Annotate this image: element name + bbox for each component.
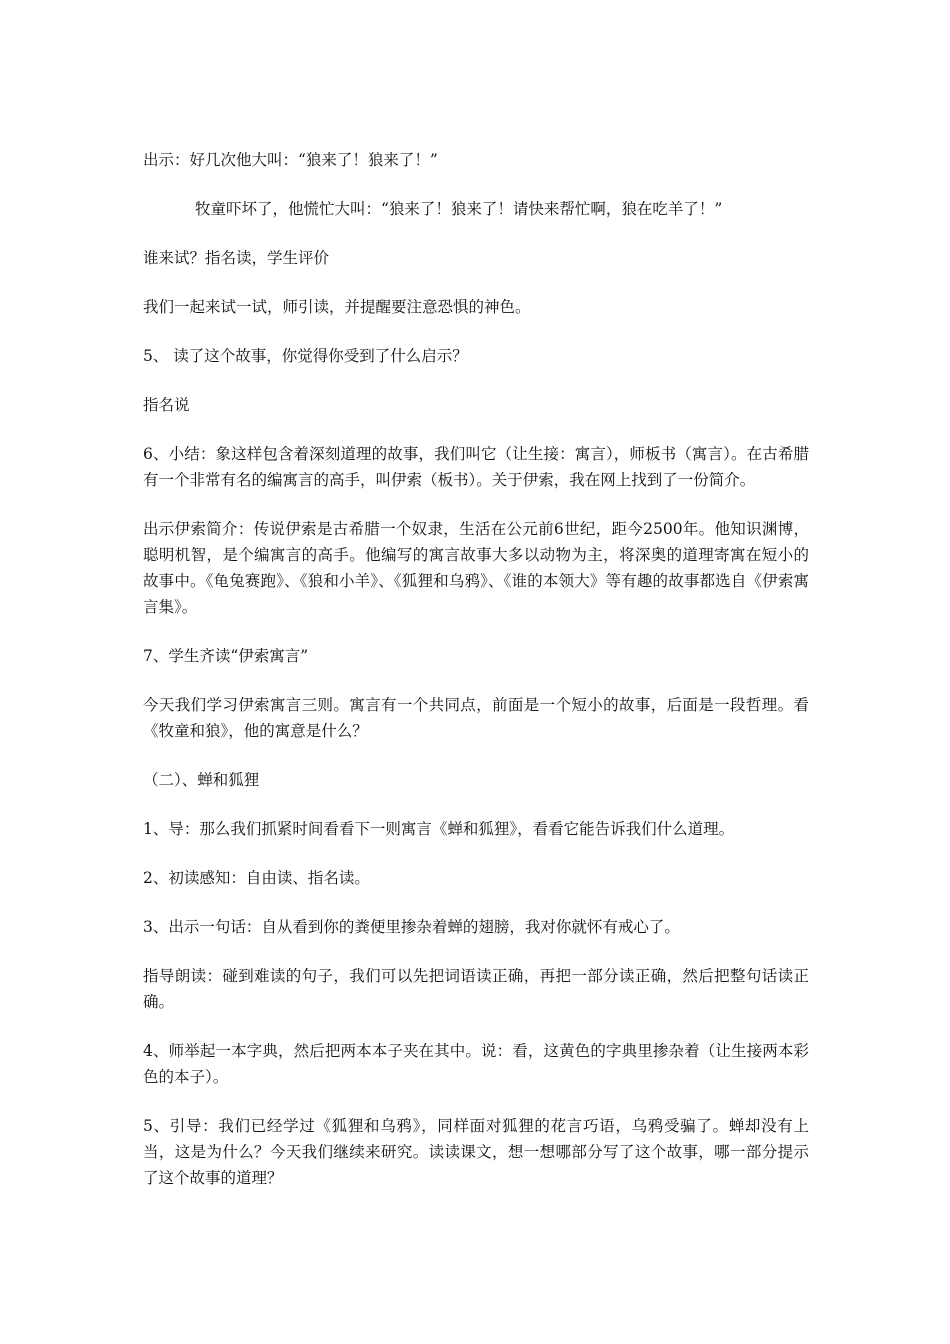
paragraph-cicada-step-2: 2、初读感知：自由读、指名读。 <box>143 869 370 887</box>
document-page <box>143 147 809 1214</box>
paragraph-read-together: 我们一起来试一试，师引读，并提醒要注意恐惧的神色。 <box>143 298 531 316</box>
section-heading-cicada-fox: （二）、蝉和狐狸 <box>143 771 260 789</box>
paragraph-step-6-summary: 6、小结：象这样包含着深刻道理的故事，我们叫它（让生接：寓言），师板书（寓言）。在古希腊有一个非常有名的编寓言的高手，叫伊索（板书）。关于伊索，我在网上找到了一份简介。 <box>143 445 809 489</box>
paragraph-display-quote-1: 出示：好几次他大叫：“狼来了！狼来了！” <box>143 151 438 169</box>
paragraph-named-speak: 指名说 <box>143 396 190 414</box>
paragraph-step-5-insight: 5、 读了这个故事，你觉得你受到了什么启示？ <box>143 347 468 365</box>
paragraph-display-quote-2: 牧童吓坏了，他慌忙大叫：“狼来了！狼来了！请快来帮忙啊，狼在吃羊了！” <box>195 200 723 218</box>
paragraph-step-7-read: 7、学生齐读“伊索寓言” <box>143 647 309 665</box>
paragraph-aesop-intro: 出示伊索简介：传说伊索是古希腊一个奴隶，生活在公元前6世纪，距今2500年。他知识渊博，聪明机智，是个编寓言的高手。他编写的寓言故事大多以动物为主，将深奥的道理寄寓在短小的故事中。《龟兔赛跑》、《狼和小羊》、《狐狸和乌鸦》、《谁的本领大》等有趣的故事都选自《伊索寓言集》。 <box>143 520 809 616</box>
paragraph-today-learn: 今天我们学习伊索寓言三则。寓言有一个共同点，前面是一个短小的故事，后面是一段哲理。看《牧童和狼》，他的寓意是什么？ <box>143 696 809 740</box>
paragraph-cicada-step-1: 1、导：那么我们抓紧时间看看下一则寓言《蝉和狐狸》，看看它能告诉我们什么道理。 <box>143 820 735 838</box>
paragraph-cicada-step-3: 3、出示一句话：自从看到你的粪便里掺杂着蝉的翅膀，我对你就怀有戒心了。 <box>143 918 680 936</box>
paragraph-cicada-step-4: 4、师举起一本字典，然后把两本本子夹在其中。说：看，这黄色的字典里掺杂着（让生接两本彩色的本子）。 <box>143 1042 809 1086</box>
paragraph-reading-guidance: 指导朗读：碰到难读的句子，我们可以先把词语读正确，再把一部分读正确，然后把整句话读正确。 <box>143 967 809 1011</box>
paragraph-cicada-step-5: 5、引导：我们已经学过《狐狸和乌鸦》，同样面对狐狸的花言巧语，乌鸦受骗了。蝉却没有上当，这是为什么？今天我们继续来研究。读读课文，想一想哪部分写了这个故事，哪一部分提示了这个故事的道理？ <box>143 1117 809 1187</box>
paragraph-who-tries: 谁来试？指名读，学生评价 <box>143 249 330 267</box>
